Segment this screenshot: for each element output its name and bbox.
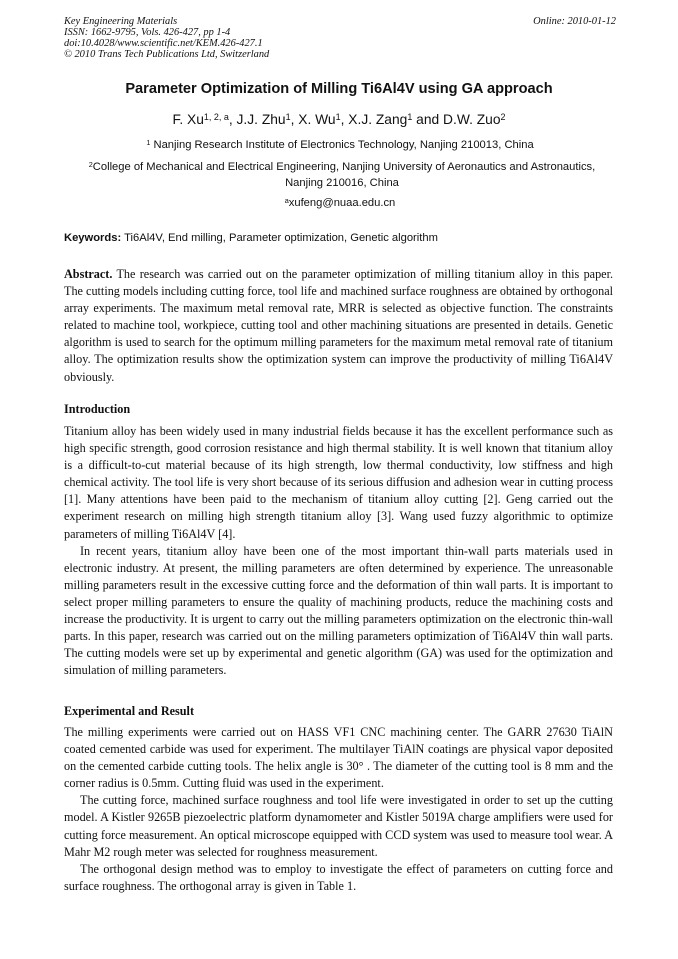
author-name: F. Xu — [172, 112, 204, 127]
author-affiliation-mark: 1, 2, a — [203, 112, 229, 123]
introduction-body — [64, 423, 613, 679]
author-name: X. Wu — [298, 112, 336, 127]
affiliation-1 — [64, 137, 616, 153]
experimental-body — [64, 724, 613, 895]
author-list — [40, 112, 638, 127]
email-mark: a — [284, 196, 289, 206]
keywords — [64, 232, 624, 244]
paragraph: In recent years, titanium alloy have been one of the most important thin-wall parts materials used in electronic industry. At present, the milling parameters are often determined by experience. The unreasonable milling parameters result in the excessive cutting force and the deformation of thin wall parts. It is important to select proper milling parameters to ensure the quality of machining products, reduce the machining costs and increase the productivity. It is urgent to carry out the milling parameters optimization on the electronic thin-wall parts. In this paper, research was carried out on the milling parameters optimization of Ti6Al4V thin wall parts. The cutting models were set up by experimental and genetic algorithm (GA) was used for the optimization and simulation of milling parameters. — [64, 543, 613, 678]
copyright-line: © 2010 Trans Tech Publications Ltd, Switzerland — [64, 49, 270, 60]
paragraph: Titanium alloy has been widely used in many industrial fields because it has the excellent performance such as high specific strength, good corrosion resistance and high thermal stability. It is well known that titanium alloy is a difficult-to-cut material because of its high strength, low thermal conductivity, low stiffness and high chemical activity. The tool life is very short because of its serious diffusion and adhesion wear in cutting process [1]. Many attentions have been paid to the mechanism of titanium alloy cutting [2]. Geng carried out the experiment research on milling high strength titanium alloy [3]. Wang used fuzzy algorithmic to optimize parameters of milling Ti6Al4V [4]. — [64, 424, 613, 541]
author-and: and — [412, 112, 444, 127]
affiliation-mark: 1 — [146, 138, 151, 148]
email-address: xufeng@nuaa.edu.cn — [288, 197, 396, 209]
paragraph: The milling experiments were carried out on HASS VF1 CNC machining center. The GARR 27630 TiAlN coated cemented carbide was used for experiment. The multilayer TiAlN coatings are physical vapor deposited on the cemented carbide cutting tools. The helix angle is 30° . The diameter of the cutting tool is 8 mm and the corner radius is 0.5mm. Cutting fluid was used in the experiment. — [64, 725, 613, 791]
author-affiliation-mark: 2 — [500, 112, 506, 123]
journal-name: Key Engineering Materials — [64, 16, 178, 27]
affiliation-text: College of Mechanical and Electrical Engineering, Nanjing University of Aeronautics and Astronautics, Nanjing 210016, China — [92, 161, 596, 189]
abstract — [64, 266, 613, 386]
online-date: Online: 2010-01-12 — [533, 16, 616, 27]
author-affiliation-mark: 1 — [335, 112, 341, 123]
section-heading-experimental: Experimental and Result — [64, 704, 195, 718]
author-separator: , — [290, 112, 299, 127]
keywords-label: Keywords: — [64, 232, 122, 244]
abstract-label: Abstract. — [64, 267, 113, 281]
section-heading-introduction: Introduction — [64, 402, 131, 416]
author-separator: , — [228, 112, 237, 127]
keywords-text: Ti6Al4V, End milling, Parameter optimization, Genetic algorithm — [124, 232, 438, 244]
journal-header — [64, 16, 616, 60]
affiliation-mark: 2 — [88, 160, 93, 170]
abstract-text: The research was carried out on the parameter optimization of milling titanium alloy in this paper. The cutting models including cutting force, tool life and machined surface roughness are obtained by orthogonal array experiments. The maximum metal removal rate, MRR is selected as objective function. The constraints related to machine tool, workpiece, cutting tool and other machining situations are presented in details. Genetic algorithm is used to search for the optimum milling parameters for the maximum metal removal rate of titanium alloy. The optimization results show the optimization system can improve the productivity of milling Ti6Al4V obviously. — [64, 267, 614, 384]
doi-line: doi:10.4028/www.scientific.net/KEM.426-427.1 — [64, 38, 263, 49]
paragraph: The cutting force, machined surface roughness and tool life were investigated in order to set up the cutting model. A Kistler 9265B piezoelectric platform dynamometer and Kistler 5019A charge amplifiers were used for cutting force measurement. An optical microscope equipped with CCD system was used to measure tool wear. A Mahr M2 rough meter was selected for roughness measurement. — [64, 793, 613, 859]
author-separator: , — [340, 112, 349, 127]
email-line — [64, 195, 616, 211]
author-name: J.J. Zhu — [236, 112, 286, 127]
paragraph: The orthogonal design method was to employ to investigate the effect of parameters on cutting force and surface roughness. The orthogonal array is given in Table 1. — [64, 861, 613, 893]
paper-title: Parameter Optimization of Milling Ti6Al4V using GA approach — [125, 81, 553, 97]
author-affiliation-mark: 1 — [285, 112, 291, 123]
issn-line: ISSN: 1662-9795, Vols. 426-427, pp 1-4 — [64, 27, 231, 38]
affiliation-text: Nanjing Research Institute of Electronics Technology, Nanjing 210013, China — [153, 139, 534, 151]
author-affiliation-mark: 1 — [407, 112, 413, 123]
affiliation-2 — [86, 159, 598, 191]
author-name: X.J. Zang — [348, 112, 408, 127]
author-name: D.W. Zuo — [443, 112, 501, 127]
